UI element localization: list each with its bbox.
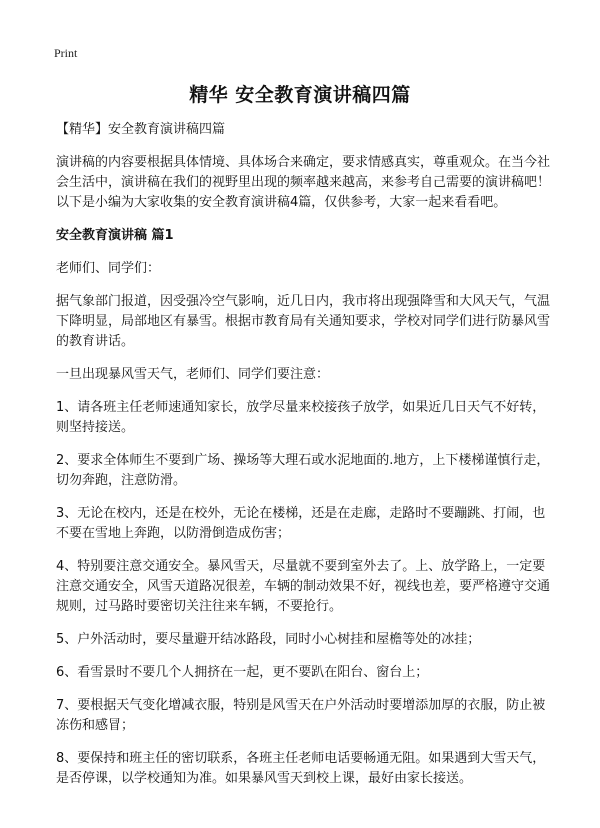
- print-label: Print: [54, 46, 78, 60]
- section-heading: 安全教育演讲稿 篇1: [56, 228, 174, 243]
- list-item-5: 5、户外活动时，要尽量避开结冰路段，同时小心树挂和屋檐等处的冰挂；: [56, 632, 481, 647]
- intro-paragraph: 演讲稿的内容要根据具体情境、具体场合来确定，要求情感真实，尊重观众。在当今社会生活中，演讲稿在我们的视野里出现的频率越来越高，来参考自己需要的演讲稿吧！以下是小编为大家收集的安全教育演讲稿4篇，仅供参考，大家一起来看看吧。: [56, 155, 551, 210]
- list-item-8: 8、要保持和班主任的密切联系，各班主任老师电话要畅通无阻。如果遇到大雪天气，是否停课，以学校通知为准。如果暴风雪天到校上课，最好由家长接送。: [56, 751, 546, 786]
- list-item-1: 1、请各班主任老师速通知家长，放学尽量来校接孩子放学，如果近几日天气不好转，则坚持接送。: [56, 400, 546, 435]
- list-item-2: 2、要求全体师生不要到广场、操场等大理石或水泥地面的.地方，上下楼梯谨慎行走，切勿奔跑，注意防滑。: [56, 453, 550, 488]
- list-item-7: 7、要根据天气变化增减衣服，特别是风雪天在户外活动时要增添加厚的衣服，防止被冻伤和感冒；: [56, 698, 546, 733]
- document-subtitle: 【精华】安全教育演讲稿四篇: [56, 122, 226, 137]
- list-item-6: 6、看雪景时不要几个人拥挤在一起，更不要趴在阳台、窗台上；: [56, 665, 429, 680]
- document-body: [56, 120, 550, 802]
- list-item-4: 4、特别要注意交通安全。暴风雪天，尽量就不要到室外去了。上、放学路上，一定要注意交通安全，风雪天道路况很差，车辆的制动效果不好，视线也差，要严格遵守交通规则，过马路时要密切关注往来车辆，不要抢行。: [56, 559, 551, 614]
- body-paragraph: 据气象部门报道，因受强冷空气影响，近几日内，我市将出现强降雪和大风天气，气温下降明显，局部地区有暴雪。根据市教育局有关通知要求，学校对同学们进行防暴风雪的教育讲话。: [56, 294, 551, 349]
- page-title: 精华 安全教育演讲稿四篇: [189, 84, 411, 106]
- body-paragraph: 一旦出现暴风雪天气，老师们、同学们要注意：: [56, 367, 330, 382]
- list-item-3: 3、无论在校内，还是在校外，无论在楼梯，还是在走廊，走路时不要蹦跳、打闹，也不要在雪地上奔跑，以防滑倒造成伤害；: [56, 506, 546, 541]
- greeting-paragraph: 老师们、同学们：: [56, 261, 161, 276]
